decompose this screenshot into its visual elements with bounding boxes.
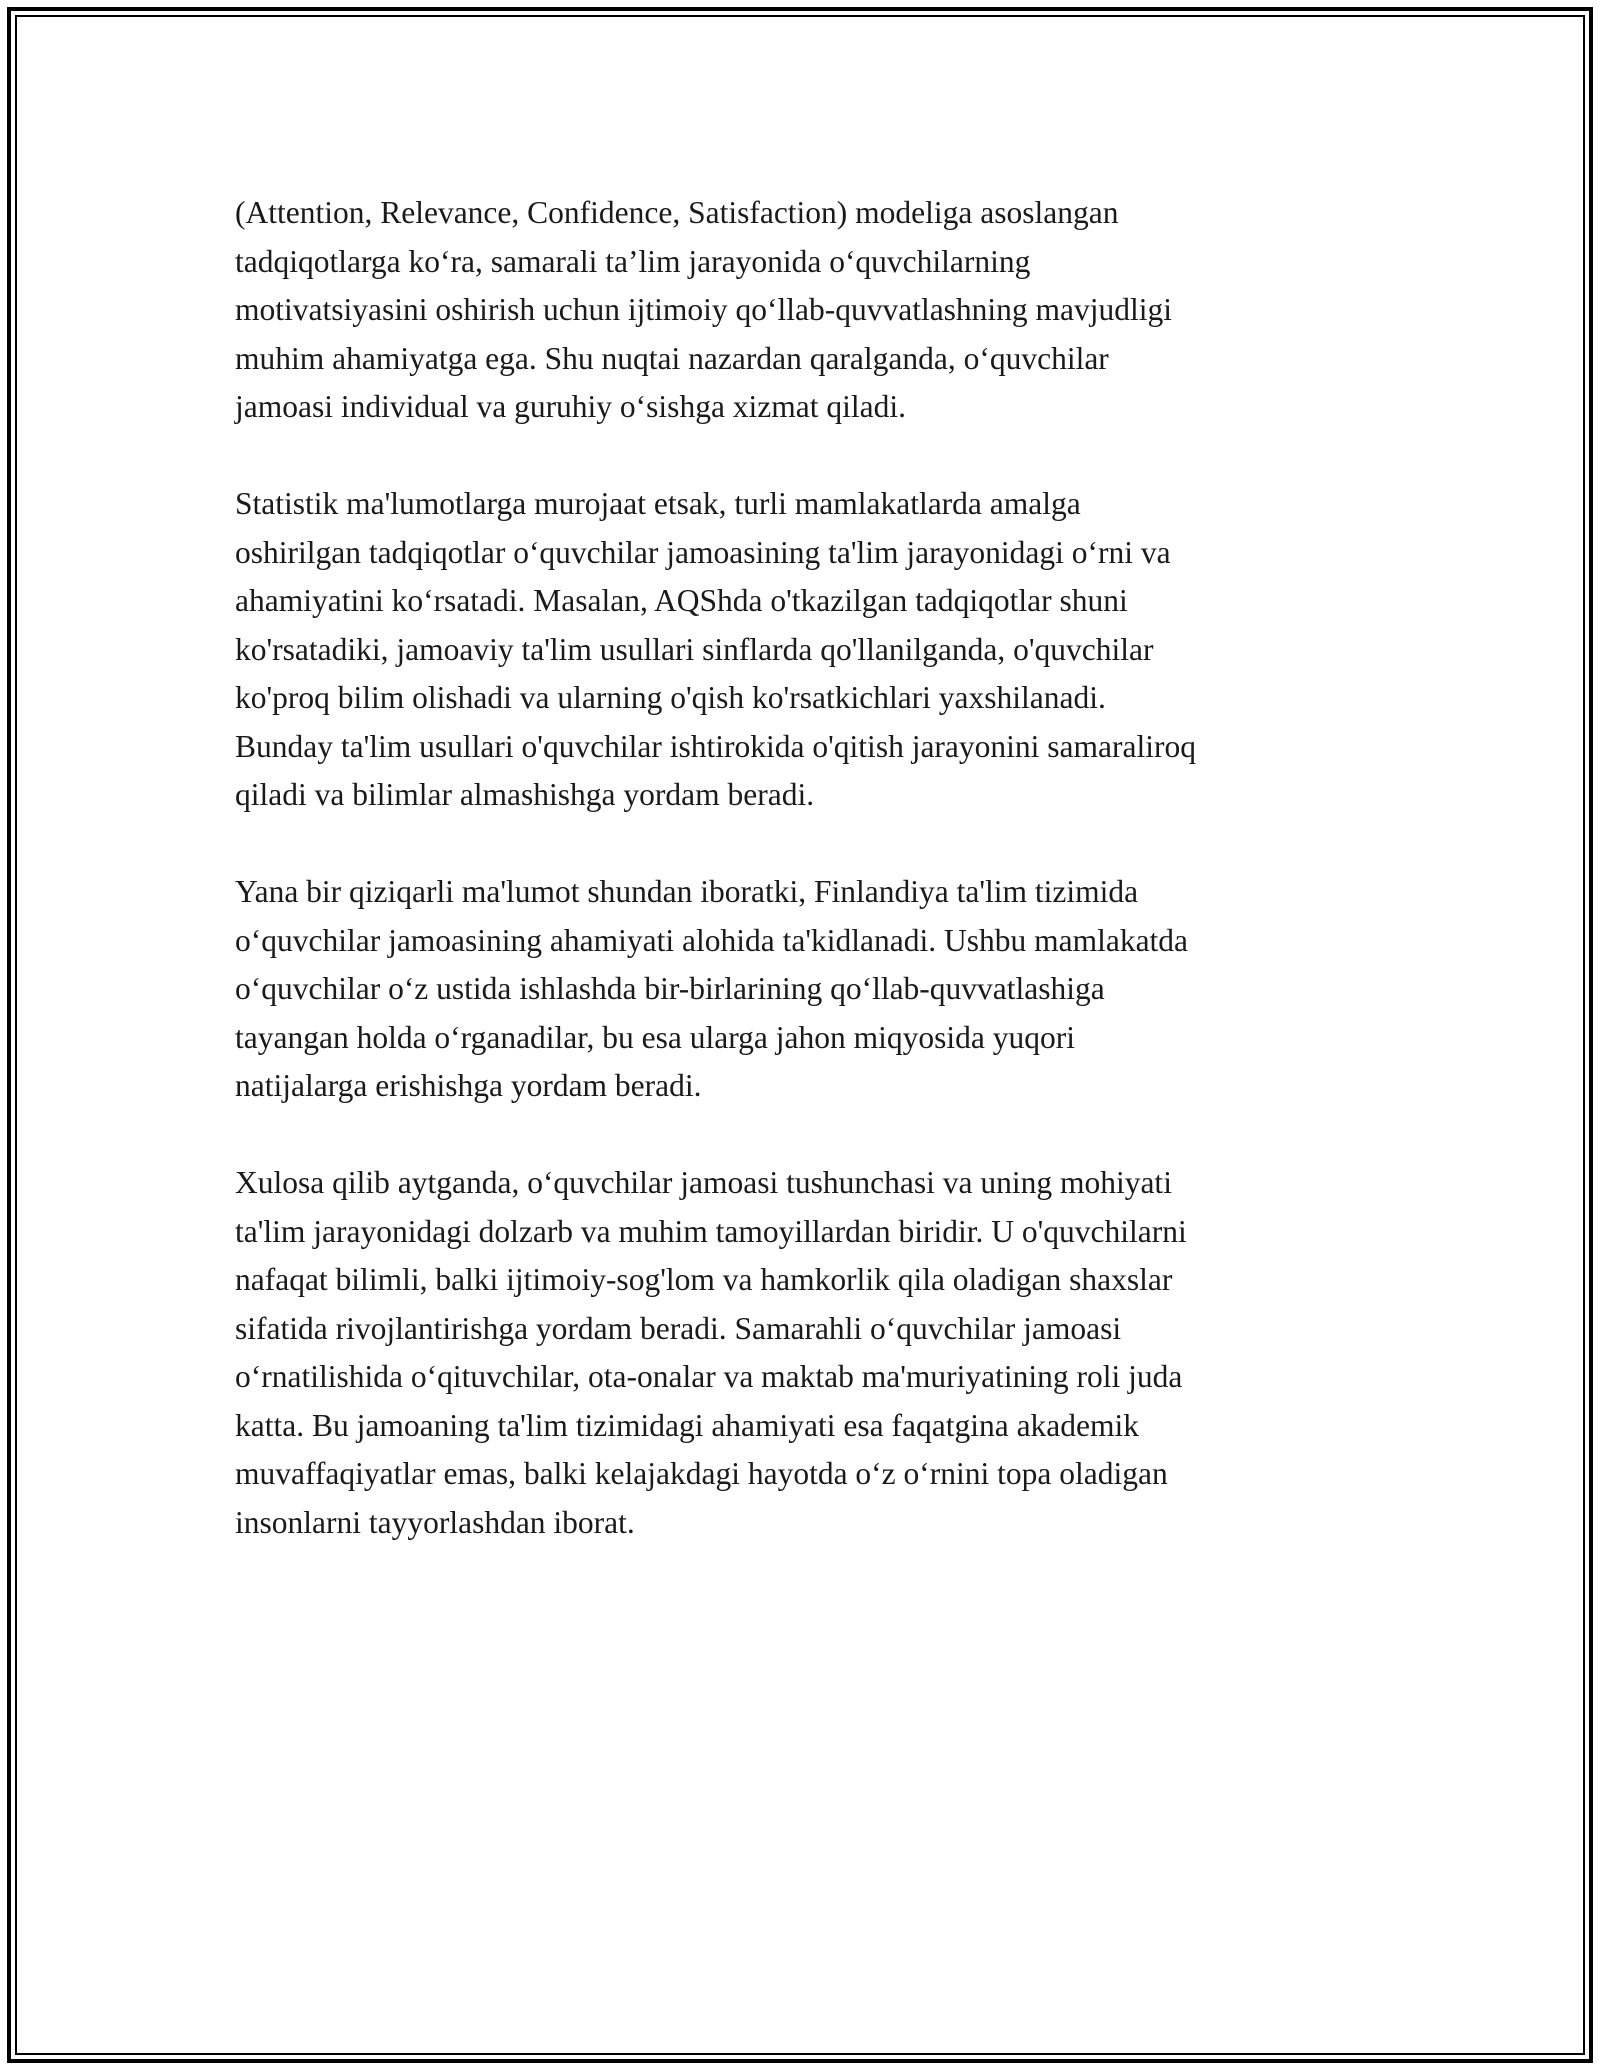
text-line: muvaffaqiyatlar emas, balki kelajakdagi hayotda o‘z o‘rnini topa oladigan	[235, 1456, 1168, 1491]
text-line: o‘quvchilar jamoasining ahamiyati alohida ta'kidlanadi. Ushbu mamlakatda	[235, 922, 1189, 958]
text-line: ahamiyatini ko‘rsatadi. Masalan, AQShda o'tkazilgan tadqiqotlar shuni	[235, 583, 1128, 618]
text-line: jamoasi individual va guruhiy o‘sishga xizmat qiladi.	[235, 389, 907, 424]
paragraph-4	[235, 1159, 1365, 1547]
text-line: Bunday ta'lim usullari o'quvchilar ishtirokida o'qitish jarayonini samaraliroq	[235, 728, 1196, 764]
text-line: tadqiqotlarga ko‘ra, samarali ta’lim jarayonida o‘quvchilarning	[235, 243, 1031, 279]
text-line: motivatsiyasini oshirish uchun ijtimoiy qo‘llab-quvvatlashning mavjudligi	[235, 292, 1173, 327]
document-body	[235, 189, 1365, 1547]
paragraph-1	[235, 189, 1365, 432]
text-line: qiladi va bilimlar almashishga yordam beradi.	[235, 777, 815, 812]
paragraph-2	[235, 480, 1365, 820]
text-line: katta. Bu jamoaning ta'lim tizimidagi ahamiyati esa faqatgina akademik	[235, 1407, 1140, 1443]
text-line: Yana bir qiziqarli ma'lumot shundan iboratki, Finlandiya ta'lim tizimida	[235, 874, 1139, 909]
text-line: muhim ahamiyatga ega. Shu nuqtai nazardan qaralganda, o‘quvchilar	[235, 340, 1109, 376]
text-line: (Attention, Relevance, Confidence, Satisfaction) modeliga asoslangan	[235, 195, 1119, 230]
text-line: o‘rnatilishida o‘qituvchilar, ota-onalar va maktab ma'muriyatining roli juda	[235, 1359, 1183, 1394]
text-line: ko'rsatadiki, jamoaviy ta'lim usullari sinflarda qo'llanilganda, o'quvchilar	[235, 631, 1154, 667]
text-line: Statistik ma'lumotlarga murojaat etsak, turli mamlakatlarda amalga	[235, 486, 1081, 521]
text-line: o‘quvchilar o‘z ustida ishlashda bir-birlarining qo‘llab-quvvatlashiga	[235, 971, 1105, 1006]
text-line: tayangan holda o‘rganadilar, bu esa ularga jahon miqyosida yuqori	[235, 1019, 1075, 1055]
text-line: ta'lim jarayonidagi dolzarb va muhim tamoyillardan biridir. U o'quvchilarni	[235, 1213, 1187, 1249]
text-line: Xulosa qilib aytganda, o‘quvchilar jamoasi tushunchasi va uning mohiyati	[235, 1165, 1172, 1200]
text-line: nafaqat bilimli, balki ijtimoiy-sog'lom va hamkorlik qila oladigan shaxslar	[235, 1262, 1173, 1297]
text-line: natijalarga erishishga yordam beradi.	[235, 1068, 702, 1103]
text-line: insonlarni tayyorlashdan iborat.	[235, 1504, 635, 1540]
text-line: ko'proq bilim olishadi va ularning o'qish ko'rsatkichlari yaxshilanadi.	[235, 680, 1106, 715]
paragraph-3	[235, 868, 1365, 1111]
text-line: oshirilgan tadqiqotlar o‘quvchilar jamoasining ta'lim jarayonidagi o‘rni va	[235, 534, 1171, 570]
text-line: sifatida rivojlantirishga yordam beradi. Samarahli o‘quvchilar jamoasi	[235, 1310, 1122, 1346]
